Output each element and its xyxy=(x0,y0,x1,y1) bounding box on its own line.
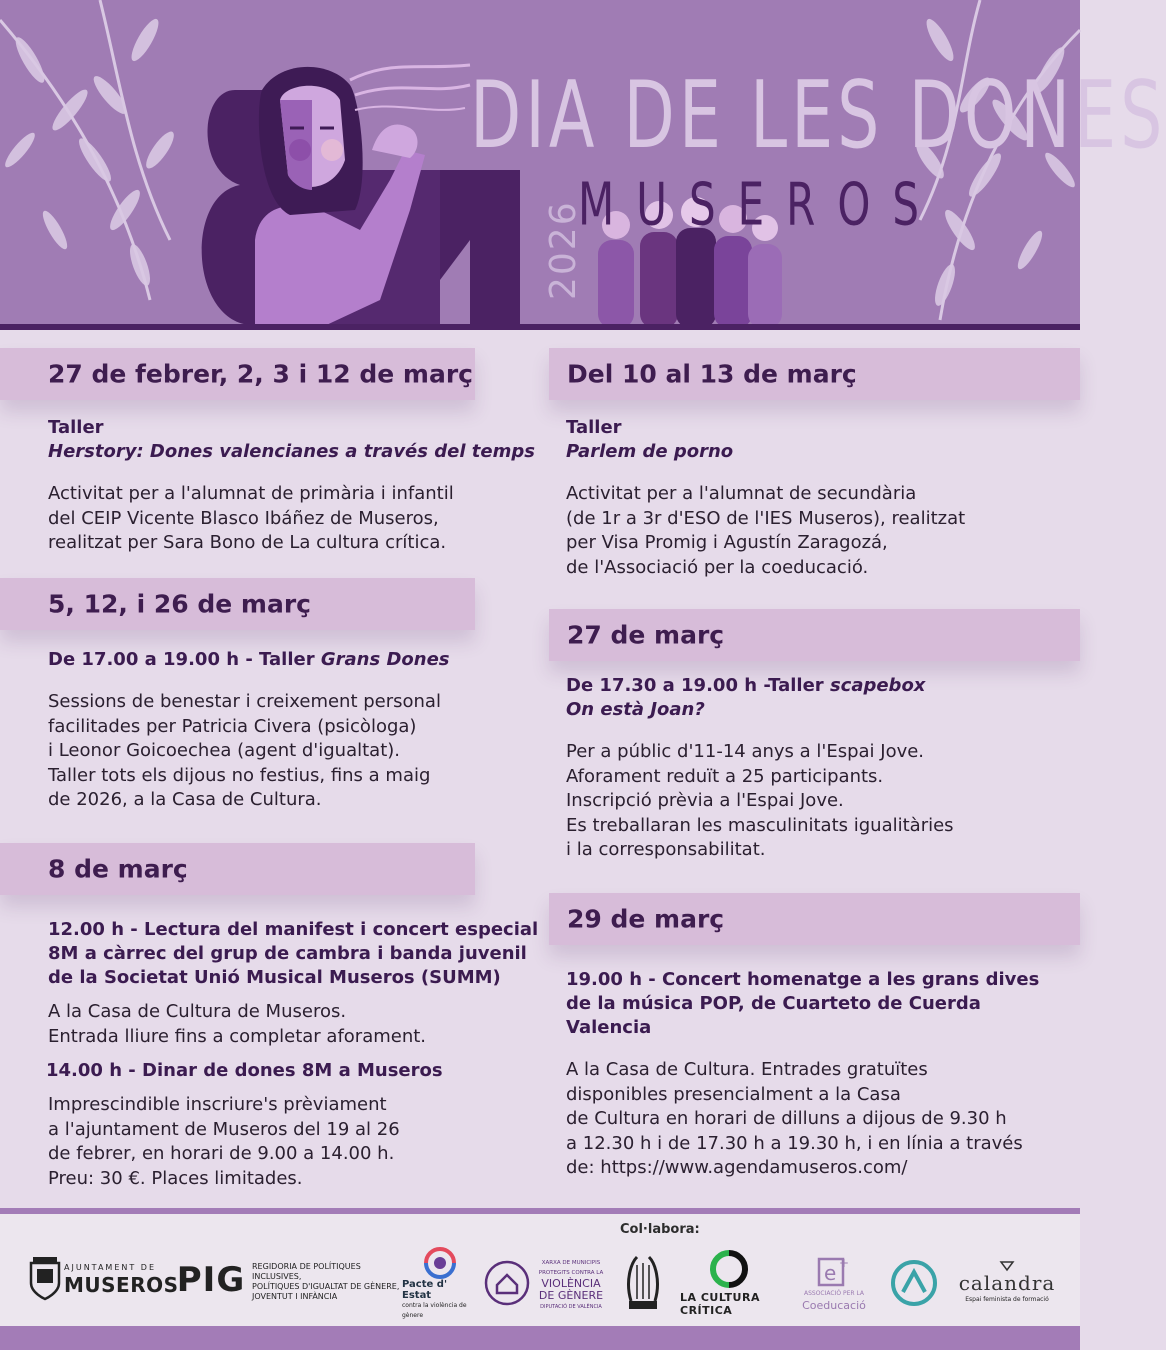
pacte-estat-logo: Pacte d' Estat contra la violència de gènere xyxy=(402,1252,478,1314)
cultura-critica-logo: LA CULTURA CRÍTICA xyxy=(680,1252,778,1314)
event-desc-line: realitzat per Sara Bono de La cultura crítica. xyxy=(48,532,447,553)
event-desc-line: i la corresponsabilitat. xyxy=(566,839,766,860)
event-title-line: Valencia xyxy=(566,1017,652,1038)
footer-top-bar xyxy=(0,1208,1080,1214)
coeducacio-mark-icon xyxy=(817,1255,851,1289)
event-url-line[interactable]: de: https://www.agendamuseros.com/ xyxy=(566,1157,908,1178)
event-desc-line: de febrer, en horari de 9.00 a 14.00 h. xyxy=(48,1143,395,1164)
date-label: Del 10 al 13 de març xyxy=(567,359,857,389)
event-block-parlem-porno xyxy=(566,416,1066,580)
cultura-mark-icon xyxy=(709,1249,749,1291)
museros-crest-icon xyxy=(20,1254,70,1304)
event-name: Grans Dones xyxy=(320,649,450,670)
event-town: MUSEROS xyxy=(578,170,942,239)
event-desc-line: Entrada lliure fins a completar aforament. xyxy=(48,1025,427,1047)
event-desc-line: a 12.30 h i de 17.30 h a 19.30 h, i en línia a través xyxy=(566,1132,1023,1154)
event-desc-line: Activitat per a l'alumnat de primària i infantil xyxy=(48,483,454,504)
calandra-mark-icon xyxy=(1000,1261,1014,1271)
date-band-right-3 xyxy=(549,893,1080,945)
event-desc-line: Inscripció prèvia a l'Espai Jove. xyxy=(566,790,844,811)
event-desc-line: de Cultura en horari de dilluns a dijous de 9.30 h xyxy=(566,1108,1007,1129)
event-desc-line: Preu: 30 €. Places limitades. xyxy=(48,1167,303,1189)
event-desc-line: disponibles presencialment a la Casa xyxy=(566,1083,901,1105)
museros-name: MUSEROS xyxy=(64,1273,179,1297)
xarxa-house-icon xyxy=(482,1258,532,1308)
svg-text:e: e xyxy=(824,1260,837,1285)
event-desc-line: de 2026, a la Casa de Cultura. xyxy=(48,789,322,810)
event-block-grans-dones xyxy=(48,648,538,813)
date-label: 29 de març xyxy=(567,904,725,934)
event-name-2: On està Joan? xyxy=(566,699,705,720)
date-label: 5, 12, i 26 de març xyxy=(48,589,311,619)
pig-regidoria: REGIDORIA DE POLÍTIQUES INCLUSIVES, POLÍTIQUES D'IGUALTAT DE GÈNERE, JOVENTUT I INFÀNCIA xyxy=(252,1262,400,1301)
event-title: DIA DE LES DONES xyxy=(470,62,1166,170)
event-block-concert-pop xyxy=(566,968,1066,1181)
event-desc-line: facilitades per Patricia Civera (psicòloga) xyxy=(48,715,417,737)
event-desc-line: i Leonor Goicoechea (agent d'igualtat). xyxy=(48,740,401,761)
header-banner xyxy=(0,0,1166,328)
event-title-line: 19.00 h - Concert homenatge a les grans dives xyxy=(566,969,1040,990)
event-name: scapebox xyxy=(829,675,926,696)
date-band-left-2 xyxy=(0,578,475,630)
date-band-right-2 xyxy=(549,609,1080,661)
event-desc-line: Per a públic d'11-14 anys a l'Espai Jove. xyxy=(566,741,925,762)
event-desc-line: (de 1r a 3r d'ESO de l'IES Museros), realitzat xyxy=(566,507,966,529)
event-desc-line: per Visa Promig i Agustín Zaragozá, xyxy=(566,532,888,553)
event-desc-line: Aforament reduït a 25 participants. xyxy=(566,765,884,787)
footer-bottom-bar xyxy=(0,1326,1080,1350)
event-desc-line: A la Casa de Cultura. Entrades gratuïtes xyxy=(566,1059,928,1080)
date-label: 27 de febrer, 2, 3 i 12 de març xyxy=(48,359,473,389)
date-band-right-1 xyxy=(549,348,1080,400)
event-desc-line: de l'Associació per la coeducació. xyxy=(566,556,869,578)
date-label: 27 de març xyxy=(567,620,725,650)
event-time-title: De 17.00 a 19.00 h - Taller Grans Dones xyxy=(48,649,450,670)
footer-sponsors xyxy=(0,1208,1080,1350)
event-kind: Taller xyxy=(48,417,104,438)
museros-small: AJUNTAMENT DE xyxy=(64,1263,156,1272)
event-desc-line: Imprescindible inscriure's prèviament xyxy=(48,1094,387,1115)
event-time-title: De 17.30 a 19.00 h -Taller scapebox xyxy=(566,675,926,696)
event-title-line: de la Societat Unió Musical Museros (SUMM) xyxy=(48,967,501,988)
coeducacio-logo: e + ASSOCIACIÓ PER LA Coeducació xyxy=(802,1255,866,1312)
xarxa-logo: XARXA DE MUNICIPIS PROTEGITS CONTRA LA VIOLÈNCIA DE GÈNERE DIPUTACIÓ DE VALÈNCIA xyxy=(538,1260,604,1310)
date-band-left-3 xyxy=(0,843,475,895)
pacte-circle-icon xyxy=(420,1245,460,1279)
event-title-line: 14.00 h - Dinar de dones 8M a Museros xyxy=(46,1060,443,1081)
event-desc-line: a l'ajuntament de Museros del 19 al 26 xyxy=(48,1118,400,1140)
event-desc-line: Sessions de benestar i creixement personal xyxy=(48,691,441,712)
event-block-scapebox xyxy=(566,674,1066,863)
event-name: Parlem de porno xyxy=(566,441,734,462)
event-title-line: 8M a càrrec del grup de cambra i banda juvenil xyxy=(48,943,527,964)
event-title-line: de la música POP, de Cuarteto de Cuerda xyxy=(566,993,981,1014)
pig-logo: PIG xyxy=(176,1260,246,1300)
event-desc-line: del CEIP Vicente Blasco Ibáñez de Museros, xyxy=(48,507,439,529)
museros-logo xyxy=(64,1260,179,1300)
teal-circle-logo-icon xyxy=(886,1254,942,1312)
calandra-logo: calandra Espai feminista de formació xyxy=(952,1258,1062,1308)
event-desc-line: Activitat per a l'alumnat de secundària xyxy=(566,483,917,504)
collab-label: Col·labora: xyxy=(620,1222,700,1237)
event-block-8-marc xyxy=(48,918,548,1191)
date-band-left-1 xyxy=(0,348,475,400)
event-block-herstory xyxy=(48,416,548,556)
event-name: Herstory: Dones valencianes a través del temps xyxy=(48,441,535,462)
lyre-icon xyxy=(620,1250,666,1314)
event-desc-line: A la Casa de Cultura de Museros. xyxy=(48,1001,347,1022)
date-label: 8 de març xyxy=(48,854,188,884)
event-title-line: 12.00 h - Lectura del manifest i concert especial xyxy=(48,919,539,940)
event-desc-line: Taller tots els dijous no festius, fins a maig xyxy=(48,764,431,786)
event-desc-line: Es treballaran les masculinitats igualitàries xyxy=(566,814,954,836)
svg-text:+: + xyxy=(839,1255,850,1270)
event-kind: Taller xyxy=(566,417,622,438)
event-year: 2026 xyxy=(543,200,584,300)
